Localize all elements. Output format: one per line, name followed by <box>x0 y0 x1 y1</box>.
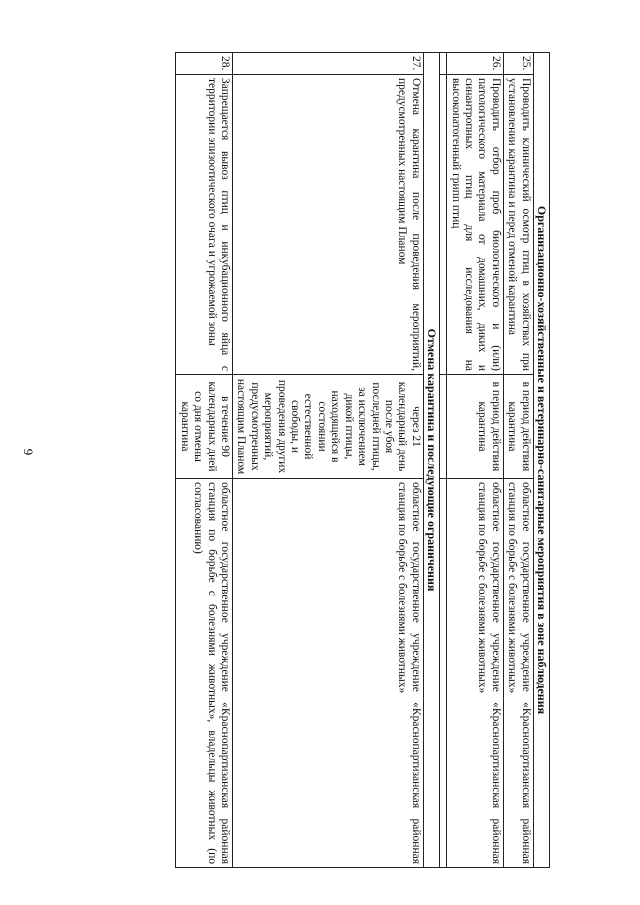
table-row <box>503 53 533 868</box>
row-responsible: областное государственное учреждение «Краснопартизанская районная станция по борьбе с болезнями животных» <box>503 479 533 868</box>
section-title: Организационно-хозяйственные и ветеринарно-санитарные мероприятия в зоне наблюдения <box>533 53 549 868</box>
section-header-row <box>423 53 439 868</box>
table-row <box>176 53 233 868</box>
row-action: Отмена карантина после проведения мероприятий, предусмотренных настоящим Планом <box>233 75 424 375</box>
spacer-row <box>440 53 447 868</box>
row-term: в период действия карантина <box>503 375 533 479</box>
table-row <box>447 53 504 868</box>
section-header-row <box>533 53 549 868</box>
row-action: Проводить клинический осмотр птиц в хозяйствах при установлении карантина и перед отменой карантина <box>503 75 533 375</box>
row-number: 27. <box>233 53 424 75</box>
row-responsible: областное государственное учреждение «Краснопартизанская районная станция по борьбе с болезнями животных», владельцы животных (по согласованию) <box>176 479 233 868</box>
row-responsible: областное государственное учреждение «Краснопартизанская районная станция по борьбе с болезнями животных» <box>233 479 424 868</box>
section-title: Отмена карантина и последующие ограничения <box>423 53 439 868</box>
row-responsible: областное государственное учреждение «Краснопартизанская районная станция по борьбе с болезнями животных» <box>447 479 504 868</box>
row-action: Проводить отбор проб биологического и (или) патологического материала от домашних, диких и синантропных птиц для исследования на высокопатогенный грипп птиц <box>447 75 504 375</box>
measures-table <box>175 52 550 868</box>
row-number: 26. <box>447 53 504 75</box>
row-term: через 21 календарный день после убоя последней птицы, за исключением дикой птицы, находящейся в состоянии естественной свободы, и проведения других мероприятий, предусмотренных настоящим Планом <box>233 375 424 479</box>
page-number: 9 <box>21 448 36 456</box>
table-row <box>233 53 424 868</box>
row-number: 25. <box>503 53 533 75</box>
row-action: Запрещается вывоз птиц и инкубационного яйца с территории эпизоотического очага и угрожаемой зоны <box>176 75 233 375</box>
row-term: в течение 90 календарных дней со дня отмены карантина <box>176 375 233 479</box>
rotated-table-container <box>100 52 550 868</box>
row-term: в период действия карантина <box>447 375 504 479</box>
row-number: 28. <box>176 53 233 75</box>
